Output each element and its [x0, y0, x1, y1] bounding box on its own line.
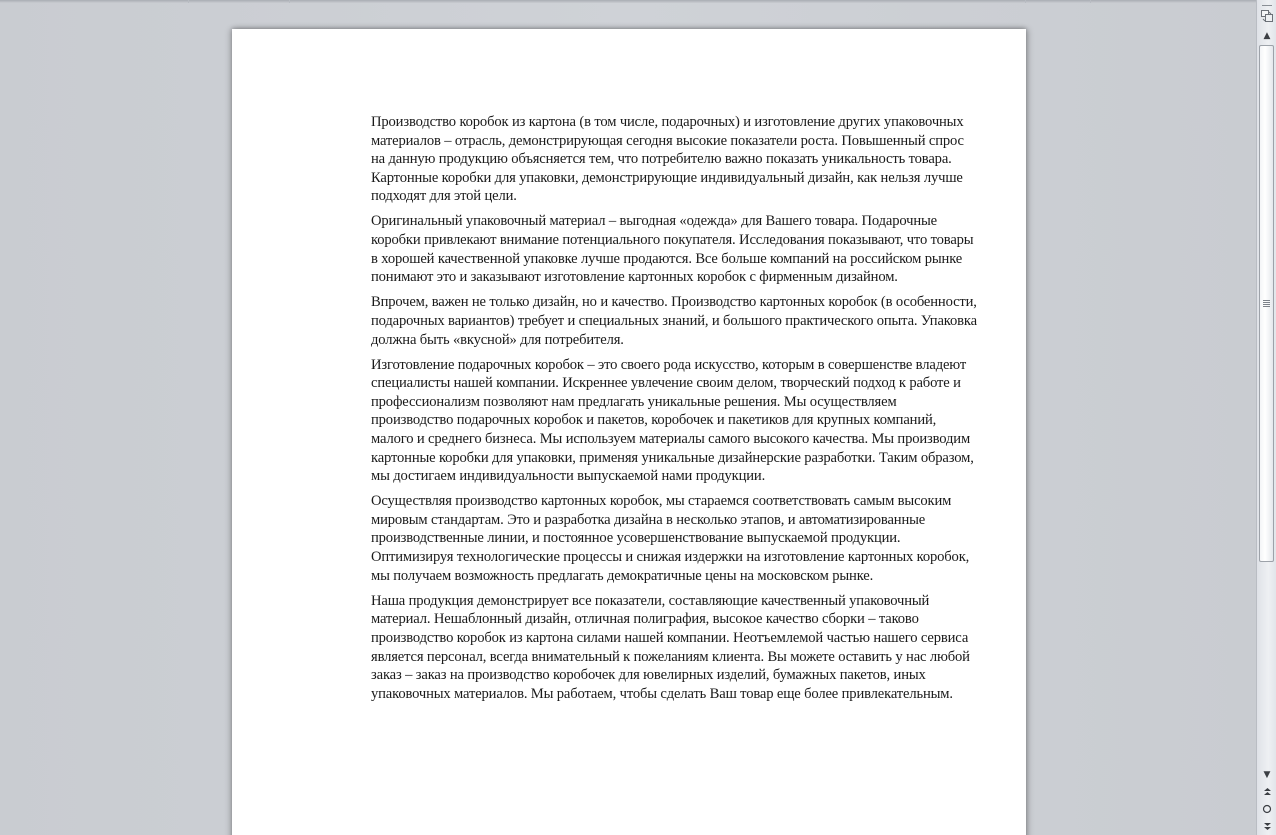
paragraph[interactable]: Производство коробок из картона (в том числе, подарочных) и изготовление других упаковочных материалов – отрасль, демонстрирующая сегодня высокие показатели роста. Повышенный спрос на данную продукцию объясняется тем, что потребителю важно показать уникальность товара. Картонные коробки для упаковки, демонстрирующие индивидуальный дизайн, как нельзя лучше подходят для этой цели. [371, 114, 964, 205]
arrow-up-icon: ▲ [1263, 30, 1271, 41]
vertical-scrollbar[interactable] [1256, 0, 1276, 835]
double-arrow-up-icon [1263, 787, 1272, 797]
scroll-up-button[interactable] [1258, 28, 1276, 44]
scroll-down-button[interactable] [1258, 767, 1276, 783]
ruler-bar [1262, 5, 1272, 7]
select-browse-object-button[interactable] [1258, 801, 1276, 817]
grip-icon [1263, 300, 1270, 308]
browse-object-circle-icon [1262, 804, 1272, 814]
view-ruler-icon [1260, 9, 1274, 23]
previous-page-button[interactable] [1258, 784, 1276, 800]
document-page[interactable] [232, 29, 1026, 835]
double-arrow-down-icon [1263, 821, 1272, 831]
paragraph[interactable]: Осуществляя производство картонных коробок, мы стараемся соответствовать самым высоким мировым стандартам. Это и разработка дизайна в несколько этапов, и автоматизированные производственные линии, и постоянное усовершенствование выпускаемой продукции. Оптимизируя технологические процессы и снижая издержки на изготовление картонных коробок, мы получаем возможность предлагать демократичные цены на московском рынке. [371, 493, 970, 584]
view-ruler-button[interactable] [1259, 4, 1275, 24]
document-body[interactable] [371, 113, 981, 710]
scroll-thumb[interactable] [1259, 45, 1274, 562]
next-page-button[interactable] [1258, 818, 1276, 834]
paragraph[interactable]: Оригинальный упаковочный материал – выгодная «одежда» для Вашего товара. Подарочные коробки привлекают внимание потенциального покупателя. Исследования показывают, что товары в хорошей качественной упаковке лучше продаются. Все больше компаний на российском рынке понимают это и заказывают изготовление картонных коробок с фирменным дизайном. [371, 213, 974, 286]
paragraph[interactable]: Изготовление подарочных коробок – это своего рода искусство, которым в совершенстве владеют специалисты нашей компании. Искреннее увлечение своим делом, творческий подход к работе и профессионализм позволяют нам предлагать уникальные решения. Мы осуществляем производство подарочных коробок и пакетов, коробочек и пакетиков для крупных компаний, малого и среднего бизнеса. Мы используем материалы самого высокого качества. Мы производим картонные коробки для упаковки, применяя уникальные дизайнерские разработки. Таким образом, мы достигаем индивидуальности выпускаемой нами продукции. [371, 356, 974, 485]
arrow-down-icon: ▼ [1263, 769, 1271, 780]
paragraph[interactable]: Впрочем, важен не только дизайн, но и качество. Производство картонных коробок (в особенности, подарочных вариантов) требует и специальных знаний, и большого практического опыта. Упаковка должна быть «вкусной» для потребителя. [371, 294, 977, 348]
document-workspace [0, 3, 1256, 835]
paragraph[interactable]: Наша продукция демонстрирует все показатели, составляющие качественный упаковочный материал. Нешаблонный дизайн, отличная полиграфия, высокое качество сборки – таково производство коробок из картона силами нашей компании. Неотъемлемой частью нашего сервиса является персонал, всегда внимательный к пожеланиям клиента. Вы можете оставить у нас любой заказ – заказ на производство коробочек для ювелирных изделий, бумажных пакетов, иных упаковочных материалов. Мы работаем, чтобы сделать Ваш товар еще более привлекательным. [371, 592, 970, 702]
